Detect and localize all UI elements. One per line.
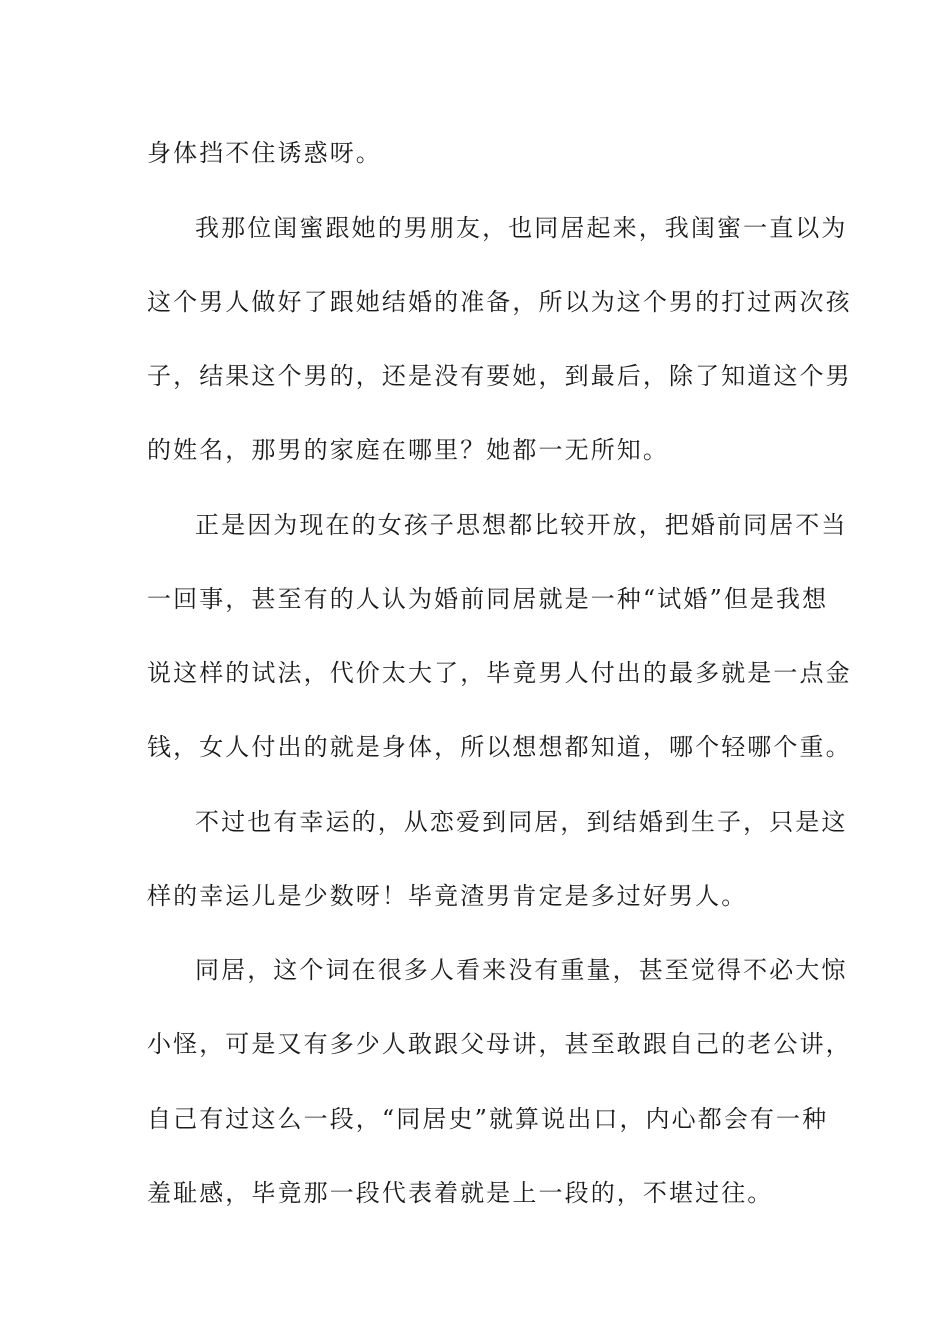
paragraph-2-line-1: 一回事，甚至有的人认为婚前同居就是一种“试婚”但是我想 <box>147 585 829 613</box>
paragraph-2-line-3: 钱，女人付出的就是身体，所以想想都知道，哪个轻哪个重。 <box>147 733 852 761</box>
paragraph-1-line-0: 我那位闺蜜跟她的男朋友，也同居起来，我闺蜜一直以为 <box>195 214 848 242</box>
paragraph-3-line-1: 样的幸运儿是少数呀！毕竟渣男肯定是多过好男人。 <box>147 882 748 910</box>
paragraph-0-line-0: 身体挡不住诱惑呀。 <box>147 139 382 167</box>
paragraph-1-line-1: 这个男人做好了跟她结婚的准备，所以为这个男的打过两次孩 <box>147 288 852 316</box>
paragraph-1-line-3: 的姓名，那男的家庭在哪里？她都一无所知。 <box>147 436 669 464</box>
paragraph-2-line-0: 正是因为现在的女孩子思想都比较开放，把婚前同居不当 <box>195 511 848 539</box>
paragraph-2-line-2: 说这样的试法，代价太大了，毕竟男人付出的最多就是一点金 <box>147 659 852 687</box>
paragraph-4-line-0: 同居，这个词在很多人看来没有重量，甚至觉得不必大惊 <box>195 956 848 984</box>
paragraph-4-line-2: 自己有过这么一段，“同居史”就算说出口，内心都会有一种 <box>147 1105 829 1133</box>
paragraph-1-line-2: 子，结果这个男的，还是没有要她，到最后，除了知道这个男 <box>147 362 852 390</box>
paragraph-4-line-1: 小怪，可是又有多少人敢跟父母讲，甚至敢跟自己的老公讲， <box>147 1030 852 1058</box>
paragraph-4-line-3: 羞耻感，毕竟那一段代表着就是上一段的，不堪过往。 <box>147 1179 774 1207</box>
paragraph-3-line-0: 不过也有幸运的，从恋爱到同居，到结婚到生子，只是这 <box>195 808 848 836</box>
